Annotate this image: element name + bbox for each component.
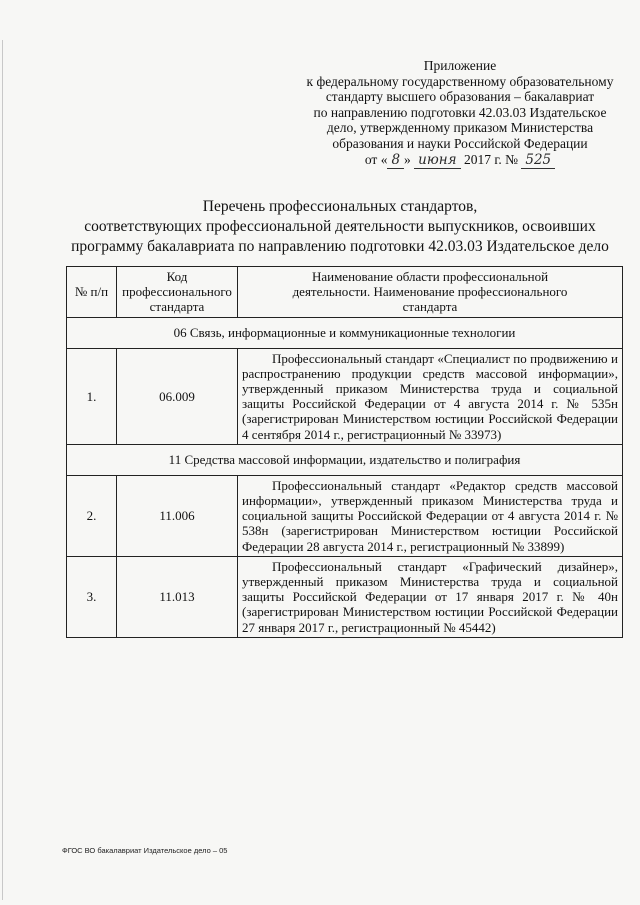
table-row <box>67 556 623 637</box>
table-row <box>67 475 623 556</box>
row-num: 1. <box>67 348 117 444</box>
row-code: 06.009 <box>117 348 238 444</box>
section-row <box>67 444 623 475</box>
section-row <box>67 317 623 348</box>
header-num: № п/п <box>67 267 117 318</box>
row-text: Профессиональный стандарт «Специалист по продвижению и распространению продукции средств массовой информации», утвержденный приказом Министерства труда и социальной защиты Российской Федерации от 4 августа 2014 г. № 535н (зарегистрирован Министерством юстиции Российской Федерации 4 сентября 2014 г., регистрационный № 33973) <box>238 348 623 444</box>
section-title: 06 Связь, информационные и коммуникационные технологии <box>67 317 623 348</box>
appendix-line: образования и науки Российской Федерации <box>332 135 588 151</box>
table-row <box>67 348 623 444</box>
page-footer: ФГОС ВО бакалавриат Издательское дело – 05 <box>62 846 228 855</box>
appendix-line: по направлению подготовки 42.03.03 Издательское <box>313 104 607 120</box>
appendix-header <box>300 58 620 168</box>
row-text: Профессиональный стандарт «Графический дизайнер», утвержденный приказом Министерства труда и социальной защиты Российской Федерации от 17 января 2017 г. № 40н (зарегистрирован Министерством юстиции Российской Федерации 27 января 2017 г., регистрационный № 45442) <box>238 556 623 637</box>
title-line: Перечень профессиональных стандартов, <box>202 198 478 215</box>
appendix-line: дело, утвержденному приказом Министерства <box>326 120 594 136</box>
title-line: программу бакалавриата по направлению подготовки 42.03.03 Издательское дело <box>71 238 609 255</box>
document-title <box>60 197 620 257</box>
handwritten-day: 8 <box>387 152 404 169</box>
date-year: 2017 г. № <box>463 151 518 167</box>
table-header-row <box>67 267 623 318</box>
appendix-date-line <box>300 152 620 169</box>
handwritten-number: 525 <box>521 152 555 169</box>
row-code: 11.006 <box>117 475 238 556</box>
header-code: Код профессионального стандарта <box>117 267 238 318</box>
date-prefix: от « <box>364 151 388 167</box>
header-name: Наименование области профессиональной деятельности. Наименование профессионального стандарта <box>238 267 623 318</box>
standards-table <box>66 266 623 638</box>
row-code: 11.013 <box>117 556 238 637</box>
appendix-line: к федеральному государственному образовательному <box>306 73 614 89</box>
date-mid: » <box>404 151 411 167</box>
appendix-line: Приложение <box>423 58 497 73</box>
row-num: 2. <box>67 475 117 556</box>
scan-edge-line <box>2 40 3 900</box>
title-line: соответствующих профессиональной деятельности выпускников, освоивших <box>84 218 596 235</box>
row-text: Профессиональный стандарт «Редактор средств массовой информации», утвержденный приказом Министерства труда и социальной защиты Российской Федерации от 4 августа 2014 г. № 538н (зарегистрирован Министерством юстиции Российской Федерации 28 августа 2014 г., регистрационный № 33899) <box>238 475 623 556</box>
appendix-line: стандарту высшего образования – бакалавриат <box>325 89 595 105</box>
section-title: 11 Средства массовой информации, издательство и полиграфия <box>67 444 623 475</box>
row-num: 3. <box>67 556 117 637</box>
handwritten-month: июня <box>414 152 460 169</box>
